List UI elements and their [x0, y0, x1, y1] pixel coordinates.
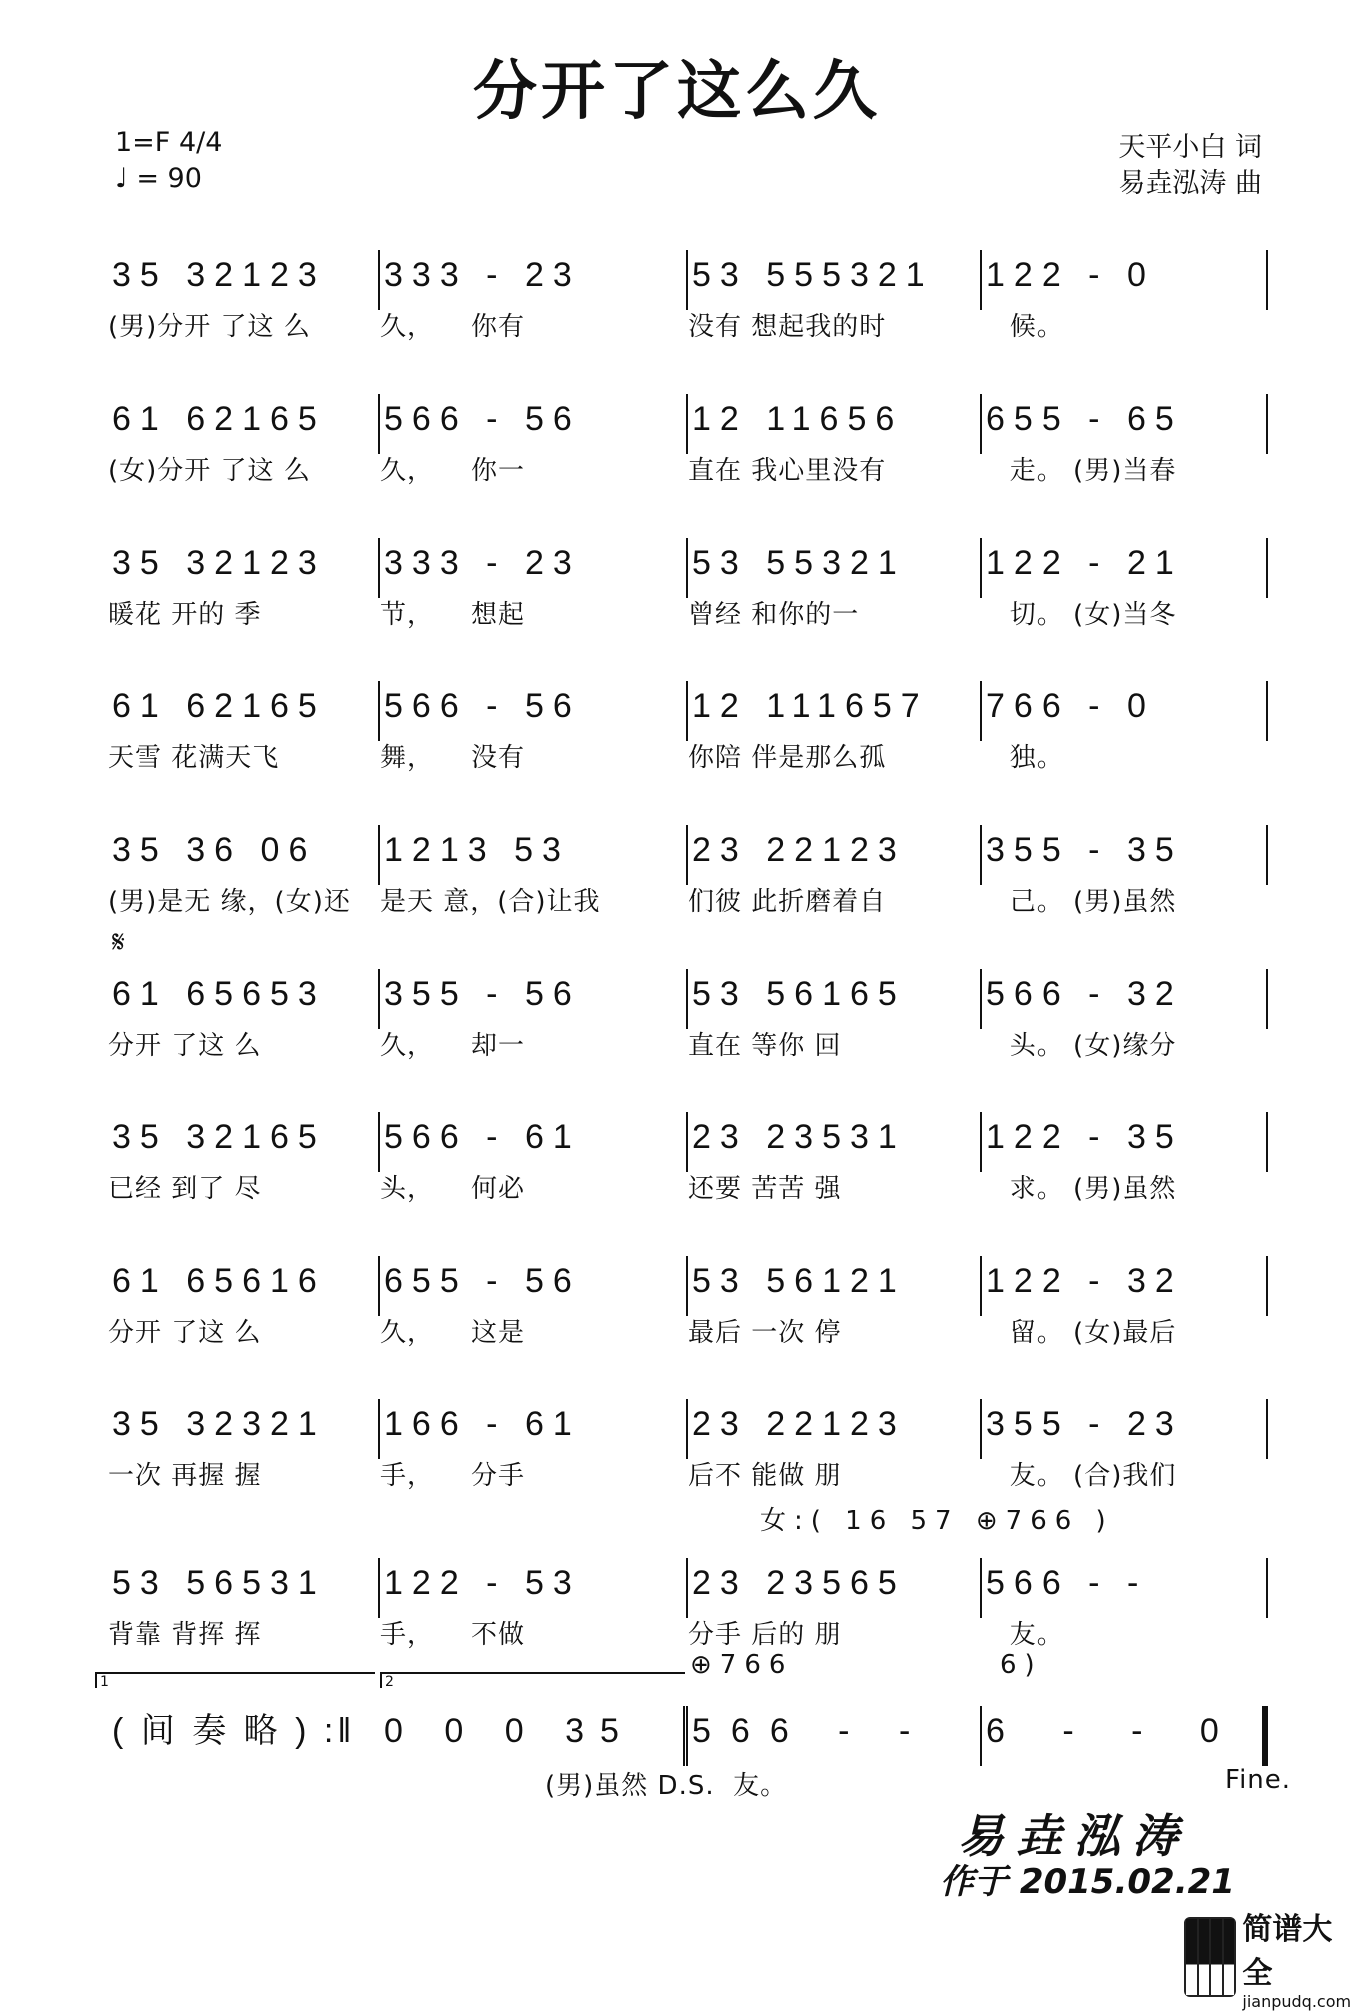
logo-text: 简谱大全 — [1242, 1911, 1333, 1991]
score-line — [108, 1256, 1268, 1348]
lyrics: (女)分开 了这 么 — [108, 456, 311, 486]
interlude: ( 间 奏 略 ) :‖ — [112, 1712, 356, 1750]
measure — [688, 1256, 982, 1348]
lyrics: 手， 不做 — [380, 1620, 526, 1650]
lyricist: 天平小白 词 — [1118, 132, 1262, 163]
measure — [688, 538, 982, 630]
key: 1=F — [115, 127, 171, 158]
lyrics: 节， 想起 — [380, 600, 526, 630]
song-title: 分开了这么久 — [473, 55, 881, 129]
measure — [982, 969, 1268, 1061]
measure-notes: 122 - 0 — [986, 256, 1155, 294]
composer: 易垚泓涛 曲 — [1118, 168, 1262, 199]
measure-notes: 566 - - — [986, 1564, 1148, 1602]
measure-notes: 122 - 53 — [384, 1564, 581, 1602]
measure-notes: 61 65616 — [112, 1262, 326, 1300]
measure-notes: 333 - 23 — [384, 544, 581, 582]
measure — [982, 825, 1268, 917]
measure — [108, 394, 380, 486]
lyrics: 背靠 背挥 挥 — [108, 1620, 262, 1650]
key-signature — [115, 125, 222, 197]
measure-notes: 766 - 0 — [986, 687, 1155, 725]
lyrics: 已经 到了 尽 — [108, 1174, 262, 1204]
measure — [982, 394, 1268, 486]
measure: 566 - - — [688, 1706, 982, 1766]
measure: 6 - - 0 — [982, 1706, 1268, 1766]
measure-notes: 23 23565 — [692, 1564, 906, 1602]
lyrics: 头。 (女)缘分 — [982, 1031, 1177, 1061]
measure — [688, 250, 982, 342]
score-line — [108, 1399, 1268, 1491]
measure — [380, 1558, 688, 1650]
measure — [380, 681, 688, 773]
measure-notes: 166 - 61 — [384, 1405, 581, 1443]
date: 作于 2015.02.21 — [940, 1862, 1235, 1902]
volta-1: 1 — [95, 1672, 375, 1688]
female-alternate: 女:( 16 57 ⊕766 ) — [760, 1506, 1114, 1536]
lyrics: 留。 (女)最后 — [982, 1318, 1177, 1348]
measure-notes: 61 65653 — [112, 975, 326, 1013]
measure — [108, 1112, 380, 1204]
measure — [380, 1399, 688, 1491]
lyrics: 一次 再握 握 — [108, 1461, 262, 1491]
measure — [688, 1112, 982, 1204]
lyrics: 们彼 此折磨着自 — [688, 887, 887, 917]
lyrics: 曾经 和你的一 — [688, 600, 860, 630]
lyrics: 友。 (合)我们 — [982, 1461, 1177, 1491]
lyrics: 久， 你有 — [380, 312, 526, 342]
lyrics: 手， 分手 — [380, 1461, 526, 1491]
measure-notes: 12 111657 — [692, 687, 929, 725]
lyrics: 久， 你一 — [380, 456, 526, 486]
signature: 易垚泓涛 — [958, 1809, 1190, 1863]
lyrics: 是天 意，(合)让我 — [380, 887, 601, 917]
fine-mark: Fine. — [1225, 1765, 1292, 1795]
measure — [108, 1399, 380, 1491]
measure-notes: 61 62165 — [112, 400, 326, 438]
measure-notes: 655 - 65 — [986, 400, 1183, 438]
segno-sign: 𝄋 — [112, 925, 133, 960]
measure-notes: 53 56165 — [692, 975, 906, 1013]
lyrics: 最后 一次 停 — [688, 1318, 842, 1348]
lyrics: 分开 了这 么 — [108, 1031, 262, 1061]
measure — [108, 1558, 380, 1650]
measure — [688, 969, 982, 1061]
lyrics: (男)是无 缘，(女)还 — [108, 887, 351, 917]
measure-notes: 53 555321 — [692, 256, 934, 294]
measure-notes: 566 - 56 — [384, 400, 581, 438]
final-lyric: (男)虽然 D.S. 友。 — [545, 1771, 788, 1801]
measure — [108, 825, 380, 917]
measure — [688, 825, 982, 917]
measure-notes: 35 32165 — [112, 1118, 326, 1156]
measure — [380, 825, 688, 917]
lyrics: 久， 却一 — [380, 1031, 526, 1061]
measure — [380, 394, 688, 486]
measure — [108, 1256, 380, 1348]
measure-notes: 566 - 32 — [986, 975, 1183, 1013]
piano-icon — [1184, 1917, 1236, 1997]
measure-notes: 35 32321 — [112, 1405, 326, 1443]
score-line — [108, 250, 1268, 342]
credits — [1118, 130, 1262, 202]
lyrics: 舞， 没有 — [380, 743, 526, 773]
final-row — [108, 1706, 1268, 1766]
measure-notes: 355 - 35 — [986, 831, 1183, 869]
score-line — [108, 825, 1268, 917]
lyrics: (男)分开 了这 么 — [108, 312, 311, 342]
lyrics: 走。 (男)当春 — [982, 456, 1177, 486]
score-line — [108, 1558, 1268, 1650]
measure — [108, 250, 380, 342]
measure — [982, 250, 1268, 342]
lyrics: 求。 (男)虽然 — [982, 1174, 1177, 1204]
logo-url: jianpudq.com — [1242, 1991, 1352, 2011]
measure — [982, 538, 1268, 630]
measure-notes: 53 56531 — [112, 1564, 326, 1602]
measure-notes: 122 - 21 — [986, 544, 1183, 582]
measure — [982, 681, 1268, 773]
coda-above: ⊕766 — [690, 1650, 794, 1680]
score-line — [108, 969, 1268, 1061]
lyrics: 天雪 花满天飞 — [108, 743, 280, 773]
lyrics: 候。 — [982, 312, 1064, 342]
score-line — [108, 538, 1268, 630]
lyrics: 分手 后的 朋 — [688, 1620, 842, 1650]
measure-notes: 566 - 56 — [384, 687, 581, 725]
measure-notes: 1213 53 — [384, 831, 570, 869]
lyrics: 没有 想起我的时 — [688, 312, 887, 342]
measure-notes: 23 23531 — [692, 1118, 906, 1156]
time-signature: 4/4 — [178, 127, 223, 158]
measure-notes: 53 55321 — [692, 544, 906, 582]
measure — [380, 1256, 688, 1348]
measure — [108, 538, 380, 630]
measure — [688, 681, 982, 773]
measure — [380, 1112, 688, 1204]
lyrics: 直在 我心里没有 — [688, 456, 887, 486]
measure — [108, 969, 380, 1061]
measure: 0 0 0 35 — [380, 1706, 688, 1766]
measure — [982, 1399, 1268, 1491]
measure-notes: 23 22123 — [692, 1405, 906, 1443]
lyrics: 头， 何必 — [380, 1174, 526, 1204]
measure-notes: 35 32123 — [112, 544, 326, 582]
measure-notes: 35 36 06 — [112, 831, 317, 869]
measure — [380, 969, 688, 1061]
coda-end: 6) — [1000, 1650, 1043, 1680]
measure-notes: 53 56121 — [692, 1262, 906, 1300]
lyrics: 友。 — [982, 1620, 1064, 1650]
measure-notes: 122 - 35 — [986, 1118, 1183, 1156]
measure-notes: 122 - 32 — [986, 1262, 1183, 1300]
measure — [380, 538, 688, 630]
lyrics: 己。 (男)虽然 — [982, 887, 1177, 917]
measure-notes: 35 32123 — [112, 256, 326, 294]
measure-notes: 655 - 56 — [384, 1262, 581, 1300]
measure-notes: 23 22123 — [692, 831, 906, 869]
score-line — [108, 681, 1268, 773]
lyrics: 独。 — [982, 743, 1064, 773]
lyrics: 还要 苦苦 强 — [688, 1174, 842, 1204]
measure — [688, 1399, 982, 1491]
lyrics: 你陪 伴是那么孤 — [688, 743, 887, 773]
measure — [380, 250, 688, 342]
measure-notes: 355 - 56 — [384, 975, 581, 1013]
lyrics: 分开 了这 么 — [108, 1318, 262, 1348]
measure — [982, 1256, 1268, 1348]
measure-notes: 355 - 23 — [986, 1405, 1183, 1443]
measure — [108, 681, 380, 773]
measure-notes: 566 - 61 — [384, 1118, 581, 1156]
score-line — [108, 394, 1268, 486]
measure — [688, 394, 982, 486]
measure — [982, 1112, 1268, 1204]
measure — [982, 1558, 1268, 1650]
lyrics: 后不 能做 朋 — [688, 1461, 842, 1491]
measure-notes: 333 - 23 — [384, 256, 581, 294]
measure-notes: 61 62165 — [112, 687, 326, 725]
lyrics: 久， 这是 — [380, 1318, 526, 1348]
score-line — [108, 1112, 1268, 1204]
measure — [688, 1558, 982, 1650]
tempo: ♩ = 90 — [115, 163, 202, 194]
lyrics: 切。 (女)当冬 — [982, 600, 1177, 630]
site-logo[interactable] — [1184, 1911, 1354, 2011]
lyrics: 直在 等你 回 — [688, 1031, 842, 1061]
volta-2: 2 — [380, 1672, 685, 1688]
measure-notes: 12 11656 — [692, 400, 904, 438]
lyrics: 暖花 开的 季 — [108, 600, 262, 630]
